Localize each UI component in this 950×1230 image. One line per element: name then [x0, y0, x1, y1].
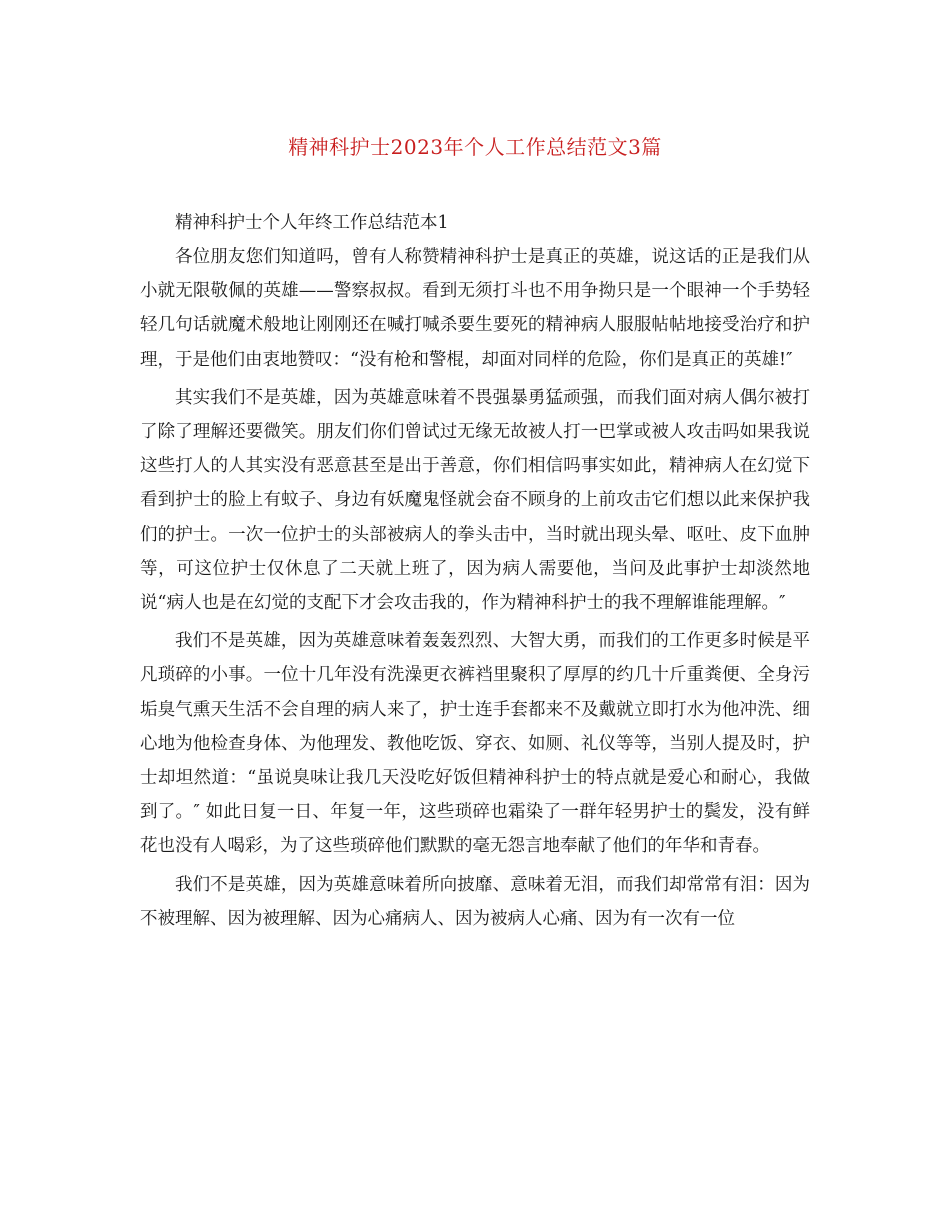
- document-title: 精神科护士2023年个人工作总结范文3篇: [288, 135, 662, 159]
- paragraph-2: 其实我们不是英雄，因为英雄意味着不畏强暴勇猛顽强，而我们面对病人偶尔被打了除了理解还要微笑。朋友们你们曾试过无缘无故被人打一巴掌或被人攻击吗如果我说这些打人的人其实没有恶意甚至是出于善意，你们相信吗事实如此，精神病人在幻觉下看到护士的脸上有蚊子、身边有妖魔鬼怪就会奋不顾身的上前攻击它们想以此来保护我们的护士。一次一位护士的头部被病人的拳头击中，当时就出现头晕、呕吐、皮下血肿等，可这位护士仅休息了二天就上班了，因为病人需要他，当问及此事护士却淡然地说“病人也是在幻觉的支配下才会攻击我的，作为精神科护士的我不理解谁能理解。″: [140, 387, 810, 614]
- document-body: [140, 206, 810, 940]
- paragraph-4: 我们不是英雄，因为英雄意味着所向披靡、意味着无泪，而我们却常常有泪：因为不被理解、因为被理解、因为心痛病人、因为被病人心痛、因为有一次有一位: [140, 874, 810, 929]
- paragraph-3: 我们不是英雄，因为英雄意味着轰轰烈烈、大智大勇，而我们的工作更多时候是平凡琐碎的小事。一位十几年没有洗澡更衣裤裆里聚积了厚厚的约几十斤重粪便、全身污垢臭气熏天生活不会自理的病人来了，护士连手套都来不及戴就立即打水为他冲洗、细心地为他检查身体、为他理发、教他吃饭、穿衣、如厕、礼仪等等，当别人提及时，护士却坦然道：“虽说臭味让我几天没吃好饭但精神科护士的特点就是爱心和耐心，我做到了。″ 如此日复一日、年复一年，这些琐碎也霜染了一群年轻男护士的鬓发，没有鲜花也没有人喝彩，为了这些琐碎他们默默的毫无怨言地奉献了他们的年华和青春。: [140, 631, 810, 857]
- paragraph-1: 各位朋友您们知道吗，曾有人称赞精神科护士是真正的英雄，说这话的正是我们从小就无限敬佩的英雄——警察叔叔。看到无须打斗也不用争拗只是一个眼神一个手势轻轻几句话就魔术般地让刚刚还在喊打喊杀要生要死的精神病人服服帖帖地接受治疗和护理，于是他们由衷地赞叹：“没有枪和警棍，却面对同样的危险，你们是真正的英雄!″: [140, 247, 810, 370]
- section-heading: 精神科护士个人年终工作总结范本1: [175, 213, 449, 233]
